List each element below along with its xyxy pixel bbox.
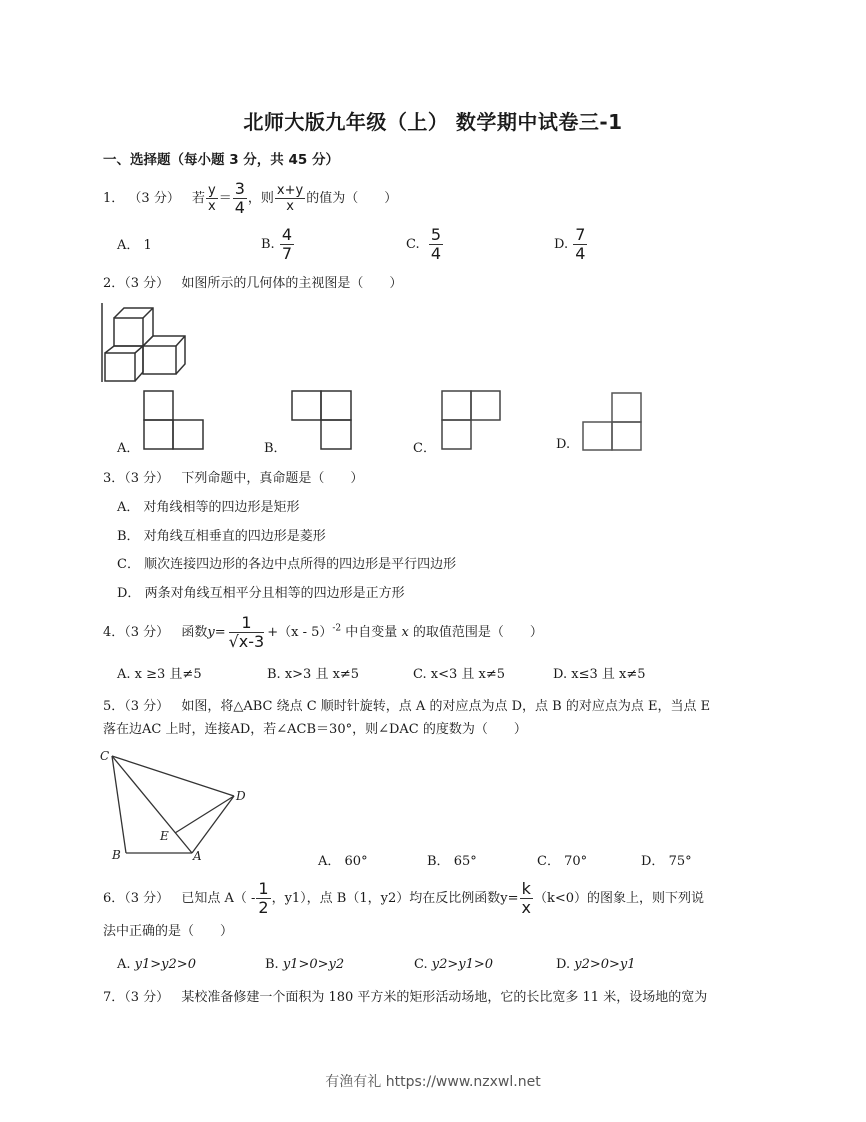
fraction-3-over-4: $\frac{3}{4}$ [234,179,245,217]
view-option-d-figure [582,392,644,452]
option-a[interactable]: A. x ≥3 且≠5 [117,667,202,682]
question-7: 7．（3 分） 某校准备修建一个面积为 180 平方米的矩形活动场地，它的长比宽多 11 米，设场地的宽为 [103,990,708,1005]
view-option-b-figure [291,390,353,450]
svg-text:B: B [112,848,121,862]
option-a[interactable]: A． [117,441,140,456]
svg-text:C: C [100,749,110,763]
section-heading: 一、选择题（每小题 3 分，共 45 分） [103,152,339,168]
option-c[interactable]: C． 70° [537,854,588,869]
view-option-a-figure [143,390,205,450]
option-a[interactable]: A． 1 [117,238,152,253]
option-d[interactable]: D. y2>0>y1 [556,957,636,972]
option-d[interactable]: D. x≤3 且 x≠5 [553,667,646,682]
option-c[interactable]: C. x<3 且 x≠5 [413,667,506,682]
fraction-1-over-2: $\frac{1}{2}$ [258,879,269,917]
option-b[interactable]: B． 对角线互相垂直的四边形是菱形 [117,529,326,544]
option-b[interactable]: B. y1>0>y2 [265,957,345,972]
footer-watermark: 有渔有礼 https://www.nzxwl.net [325,1074,541,1090]
option-d[interactable]: D. [556,437,571,452]
stem-text: 若 [191,191,205,206]
option-b[interactable]: B． 65° [427,854,477,869]
option-c[interactable]: C． 顺次连接四边形的各边中点所得的四边形是平行四边形 [117,557,457,572]
question-6: 6．（3 分） 已知点 A（ ‐ $\frac{1}{2}$ ，y1），点 B（1，y2）均在反比例函数y= $\frac{k}{x}$ （k<0）的图象上，则下列说 [103,879,705,917]
triangle-rotation-figure [100,748,260,863]
view-option-c-figure [441,390,503,450]
question-number: 1． [103,191,125,206]
option-c[interactable]: C. y2>y1>0 [414,957,494,972]
option-a[interactable]: A． 对角线相等的四边形是矩形 [117,500,300,515]
question-5: 5．（3 分） 如图，将△ABC 绕点 C 顺时针旋转，点 A 的对应点为点 D，点 B 的对应点为点 E，当点 E [103,699,711,714]
stem-text: 的值为（ ） [306,191,398,206]
question-5-line2: 落在边AC 上时，连接AD，若∠ACB＝30°，则∠DAC 的度数为（ ） [103,722,527,737]
option-b[interactable]: B. $\frac{4}{7}$ [261,225,293,263]
option-c[interactable]: C. $\frac{5}{4}$ [406,225,442,263]
fraction-xy-over-x: $\frac{x+y}{x}$ [276,183,304,214]
option-b[interactable]: B． [264,441,287,456]
fraction-y-over-x: $\frac{y}{x}$ [207,183,216,214]
option-c[interactable]: C． [413,441,436,456]
option-a[interactable]: A． 60° [318,854,368,869]
equals-sign: ＝ [218,191,232,206]
option-a[interactable]: A. y1>y2>0 [117,957,196,972]
page-title: 北师大版九年级（上） 数学期中试卷三-1 [243,110,623,134]
question-1 [103,180,397,217]
svg-text:D: D [236,789,246,803]
question-3: 3．（3 分） 下列命题中，真命题是（ ） [103,471,364,486]
option-b[interactable]: B. x>3 且 x≠5 [267,667,360,682]
option-d[interactable]: D． 75° [641,854,692,869]
svg-text:A: A [193,849,202,863]
question-4: 4．（3 分） 函数y= $\frac{1}{√x-3}$ +（x ‐ 5）$^{‐2}$ 中自变量 x 的取值范围是（ ） [103,613,543,651]
fraction-k-over-x: $\frac{k}{x}$ [521,879,531,917]
question-score: （3 分） [128,191,180,206]
option-d[interactable]: D. $\frac{7}{4}$ [554,225,586,263]
question-6-line2: 法中正确的是（ ） [103,924,234,939]
cubes-figure [100,300,190,385]
option-d[interactable]: D． 两条对角线互相平分且相等的四边形是正方形 [117,586,405,601]
svg-text:E: E [160,829,169,843]
fraction-1-over-sqrt: $\frac{1}{√x-3}$ [228,613,265,651]
stem-text: ，则 [247,191,274,206]
question-2: 2．（3 分） 如图所示的几何体的主视图是（ ） [103,276,403,291]
